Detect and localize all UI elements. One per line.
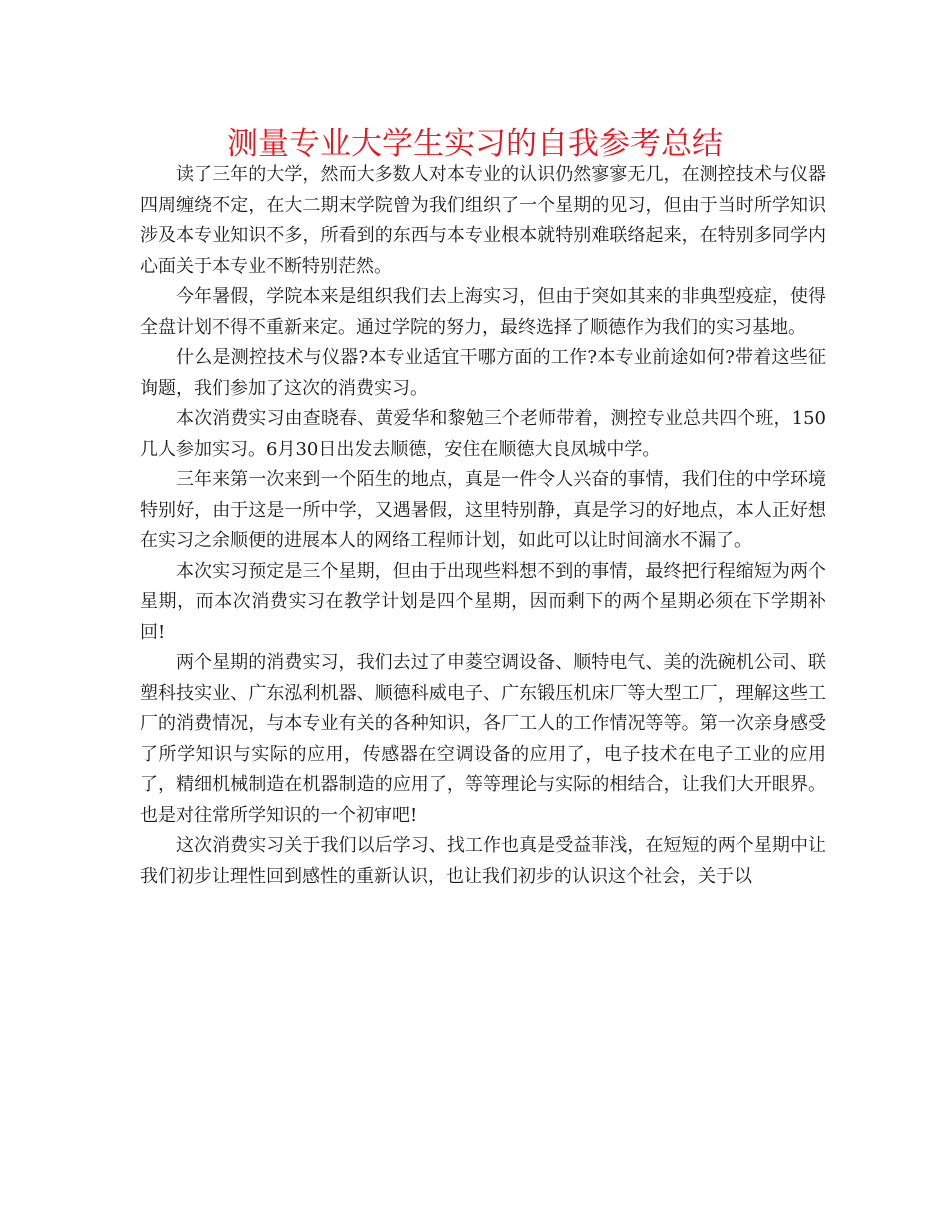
- paragraph-6: 本次实习预定是三个星期，但由于出现些料想不到的事情，最终把行程缩短为两个星期，而本次消费实习在教学计划是四个星期，因而剩下的两个星期必须在下学期补回!: [140, 560, 826, 643]
- paragraph-5: 三年来第一次来到一个陌生的地点，真是一件令人兴奋的事情，我们住的中学环境特别好，由于这是一所中学，又遇暑假，这里特别静，真是学习的好地点，本人正好想在实习之余顺便的进展本人的网络工程师计划，如此可以让时间滴水不漏了。: [140, 469, 826, 551]
- document-title: 测量专业大学生实习的自我参考总结: [227, 126, 723, 162]
- paragraph-1: 读了三年的大学，然而大多数人对本专业的认识仍然寥寥无几，在测控技术与仪器四周缠绕不定，在大二期末学院曾为我们组织了一个星期的见习，但由于当时所学知识涉及本专业知识不多，所看到的东西与本专业根本就特别难联络起来，在特别多同学内心面关于本专业不断特别茫然。: [140, 164, 826, 277]
- paragraph-3: 什么是测控技术与仪器?本专业适宜干哪方面的工作?本专业前途如何?带着这些征询题，我们参加了这次的消费实习。: [140, 347, 826, 399]
- paragraph-7: 两个星期的消费实习，我们去过了申菱空调设备、顺特电气、美的洗碗机公司、联塑科技实业、广东泓利机器、顺德科威电子、广东锻压机床厂等大型工厂，理解这些工厂的消费情况，与本专业有关的各种知识，各厂工人的工作情况等等。第一次亲身感受了所学知识与实际的应用，传感器在空调设备的应用了，电子技术在电子工业的应用了，精细机械制造在机器制造的应用了，等等理论与实际的相结合，让我们大开眼界。也是对往常所学知识的一个初审吧!: [140, 652, 826, 826]
- document-body: [140, 160, 826, 892]
- paragraph-8: 这次消费实习关于我们以后学习、找工作也真是受益菲浅，在短短的两个星期中让我们初步让理性回到感性的重新认识，也让我们初步的认识这个社会，关于以: [140, 835, 826, 887]
- paragraph-4: 本次消费实习由查晓春、黄爱华和黎勉三个老师带着，测控专业总共四个班，150几人参加实习。6月30日出发去顺德，安住在顺德大良凤城中学。: [140, 408, 826, 460]
- paragraph-2: 今年暑假，学院本来是组织我们去上海实习，但由于突如其来的非典型疫症，使得全盘计划不得不重新来定。通过学院的努力，最终选择了顺德作为我们的实习基地。: [140, 286, 826, 338]
